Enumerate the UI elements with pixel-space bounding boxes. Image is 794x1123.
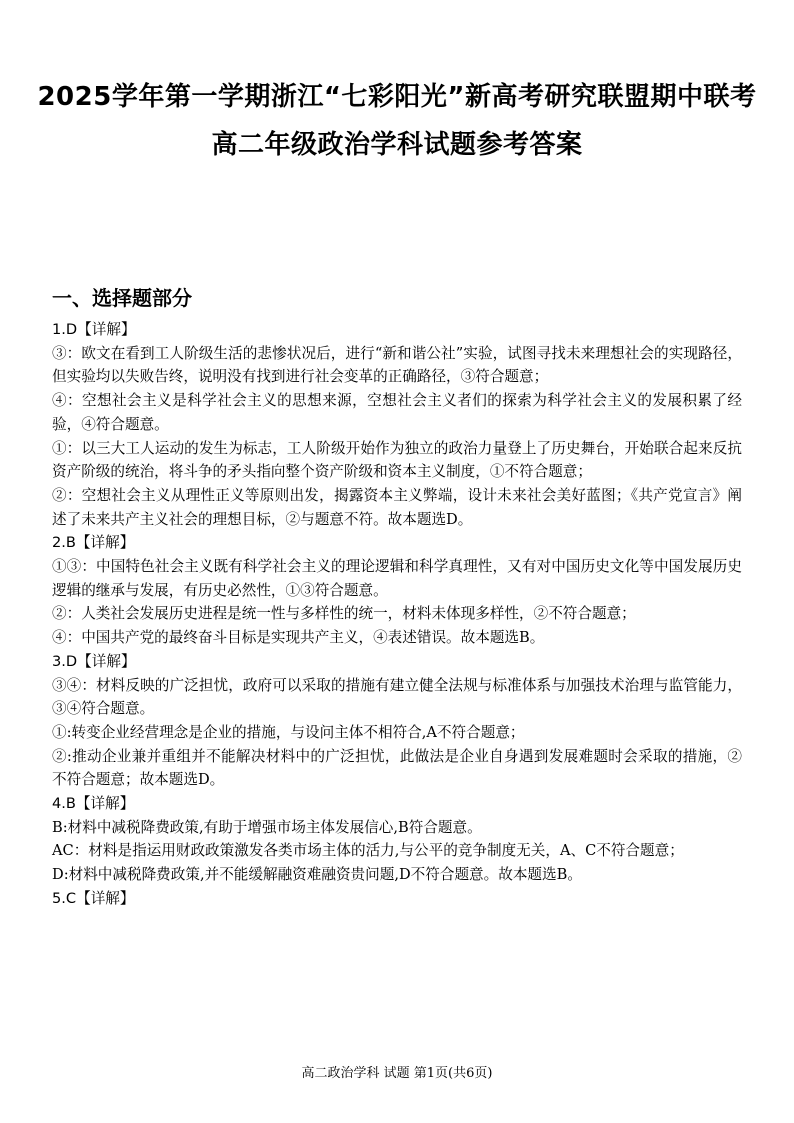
question-4-head: 4.B【详解】 [52, 795, 135, 813]
section-heading: 一、选择题部分 [52, 286, 192, 310]
answer-body [52, 318, 742, 911]
page-footer: 高二政治学科 试题 第1页(共6页) [301, 1066, 493, 1081]
question-1-para: ④：空想社会主义是科学社会主义的思想来源，空想社会主义者们的探索为科学社会主义的发展积累了经验，④符合题意。 [52, 392, 742, 433]
question-5-head: 5.C【详解】 [52, 889, 135, 907]
question-4-para: B:材料中减税降费政策,有助于增强市场主体发展信心,B符合题意。 [52, 818, 482, 836]
question-2-para: ④：中国共产党的最终奋斗目标是实现共产主义，④表述错误。故本题选B。 [52, 629, 545, 647]
question-4-para: AC：材料是指运用财政政策激发各类市场主体的活力,与公平的竞争制度无关，A、C不符合题意； [52, 842, 684, 860]
question-2-head: 2.B【详解】 [52, 534, 135, 552]
document-title: 2025学年第一学期浙江“七彩阳光”新高考研究联盟期中联考 [37, 82, 757, 112]
question-1-para: ③：欧文在看到工人阶级生活的悲惨状况后，进行“新和谐公社”实验，试图寻找未来理想社会的实现路径， 但实验均以失败告终，说明没有找到进行社会变革的正确路径，③符合题意； [52, 344, 742, 386]
question-1-head: 1.D【详解】 [52, 321, 136, 338]
question-4-para: D:材料中减税降费政策,并不能缓解融资难融资贵问题,D不符合题意。故本题选B。 [52, 866, 582, 884]
document-subtitle: 高二年级政治学科试题参考答案 [211, 130, 583, 160]
question-3-para: ②:推动企业兼并重组并不能解决材料中的广泛担忧，此做法是企业自身遇到发展难题时会采取的措施，②不符合题意；故本题选D。 [52, 747, 742, 789]
question-3-para: ③④：材料反映的广泛担忧，政府可以采取的措施有建立健全法规与标准体系与加强技术治理与监管能力，③④符合题意。 [52, 676, 742, 718]
question-1-para: ②：空想社会主义从理性正义等原则出发，揭露资本主义弊端，设计未来社会美好蓝图；《共产党宣言》阐述了未来共产主义社会的理想目标，②与题意不符。故本题选D。 [52, 486, 742, 528]
question-2-para: ②：人类社会发展历史进程是统一性与多样性的统一，材料未体现多样性，②不符合题意； [52, 605, 636, 623]
question-3-para: ①:转变企业经营理念是企业的措施，与设问主体不相符合,A不符合题意； [52, 723, 525, 741]
question-2-para: ①③：中国特色社会主义既有科学社会主义的理论逻辑和科学真理性，又有对中国历史文化等中国发展历史逻辑的继承与发展，有历史必然性，①③符合题意。 [52, 558, 742, 599]
question-3-head: 3.D【详解】 [52, 652, 136, 670]
question-1-para: ①：以三大工人运动的发生为标志，工人阶级开始作为独立的政治力量登上了历史舞台，开始联合起来反抗资产阶级的统治，将斗争的矛头指向整个资产阶级和资本主义制度，①不符合题意； [52, 439, 742, 481]
